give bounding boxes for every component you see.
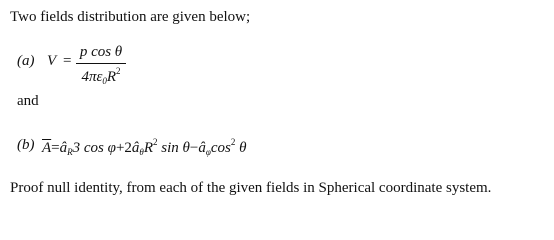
- part-b-label: (b): [17, 137, 35, 153]
- term1-expr: 3 cos φ: [72, 140, 116, 156]
- vector-a: $\overline{A}$: [42, 140, 52, 156]
- intro-text: Two fields distribution are given below;: [10, 9, 251, 25]
- term2-r-sup: 2: [153, 137, 158, 147]
- fraction-a-denominator: [76, 66, 126, 86]
- term3-sup: 2: [230, 137, 236, 147]
- unit-vector-r-sub: R: [67, 147, 73, 157]
- fraction-a-bar: [76, 63, 126, 64]
- proof-text: Proof null identity, from each of the given fields in Spherical coordinate system.: [10, 180, 492, 196]
- unit-vector-theta: â: [131, 140, 140, 156]
- unit-vector-phi: â: [198, 140, 206, 156]
- fraction-a-numerator: p cos θ: [79, 44, 123, 60]
- part-a-label: (a): [17, 53, 35, 69]
- unit-vector-r: â: [59, 140, 68, 156]
- plus-sign: +: [115, 140, 125, 156]
- eq-b: [42, 137, 246, 157]
- denominator-r: R: [106, 69, 117, 85]
- r-superscript: 2: [116, 66, 121, 76]
- term2-expr: sin θ: [157, 140, 190, 156]
- term3-tail: θ: [235, 140, 247, 156]
- eq-a-equals: =: [63, 53, 72, 69]
- unit-vector-theta-sub: θ: [139, 147, 144, 157]
- unit-vector-phi-sub: φ: [205, 147, 211, 157]
- denominator-coef: 4πε: [81, 69, 103, 85]
- fraction-a: [76, 44, 126, 90]
- epsilon-subscript: 0: [102, 76, 107, 86]
- term2-r: R: [143, 140, 153, 156]
- term3-cos: cos: [210, 140, 231, 156]
- term2-coef: 2: [124, 140, 132, 156]
- minus-sign: −: [189, 140, 199, 156]
- and-label: and: [17, 93, 39, 109]
- eq-a-lhs: V: [47, 53, 57, 69]
- eq-b-equals: =: [51, 140, 60, 156]
